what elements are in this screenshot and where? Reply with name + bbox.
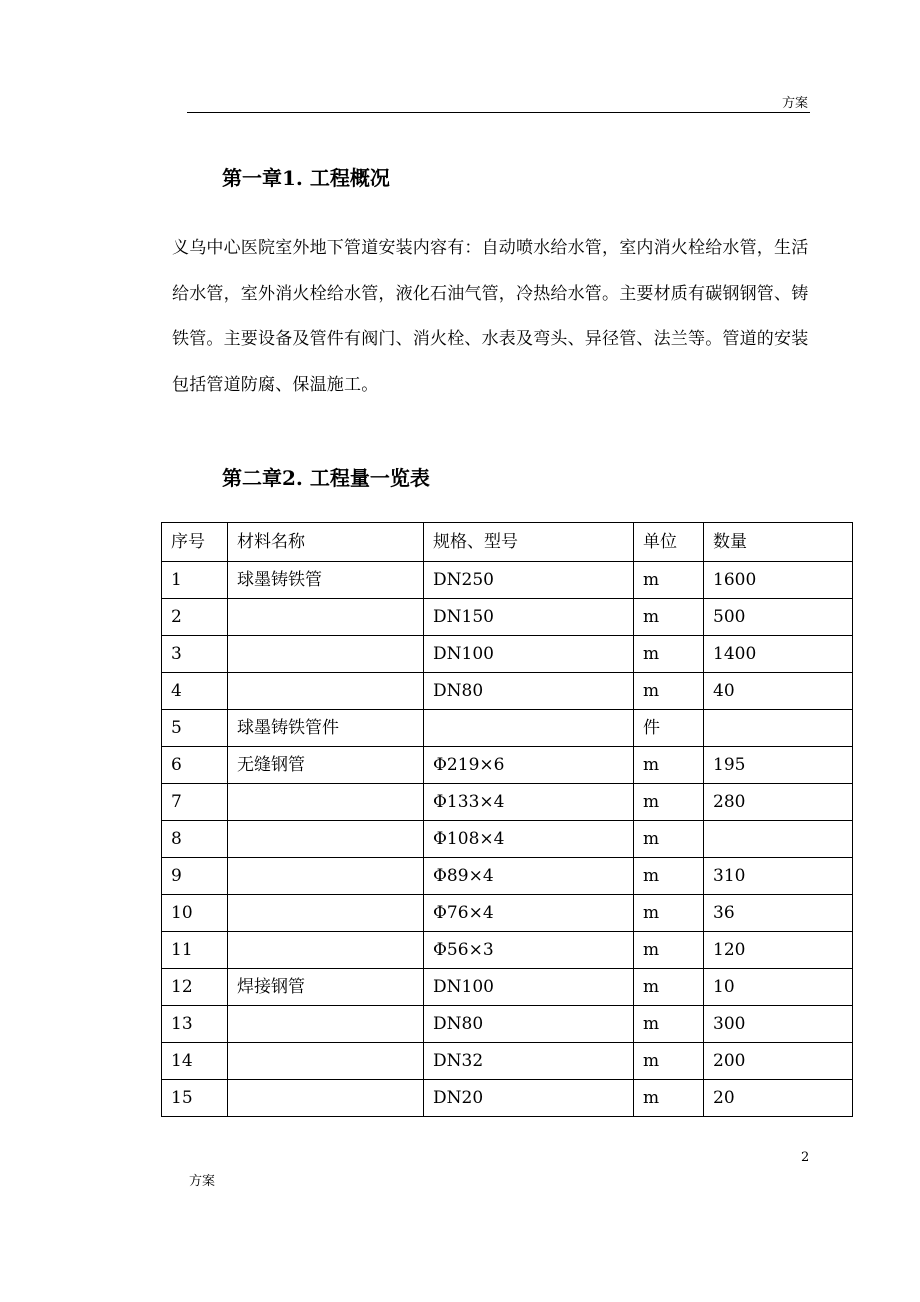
- table-row: [162, 1006, 853, 1043]
- header-cell-unit: 单位: [634, 523, 704, 562]
- table-row: [162, 673, 853, 710]
- cell-unit: m: [634, 562, 704, 599]
- cell-quantity: 195: [704, 747, 853, 784]
- chapter-1-paragraph: 义乌中心医院室外地下管道安装内容有：自动喷水给水管，室内消火栓给水管，生活给水管，室外消火栓给水管，液化石油气管，冷热给水管。主要材质有碳钢钢管、铸铁管。主要设备及管件有阀门、消火栓、水表及弯头、异径管、法兰等。管道的安装包括管道防腐、保温施工。: [172, 238, 809, 395]
- header-cell-index: 序号: [162, 523, 228, 562]
- page-number: 2: [801, 1150, 810, 1165]
- cell-quantity: [704, 710, 853, 747]
- table-row: [162, 784, 853, 821]
- cell-quantity: 10: [704, 969, 853, 1006]
- cell-quantity: 310: [704, 858, 853, 895]
- page-footer-text: 方案: [189, 1174, 216, 1189]
- cell-spec: [424, 710, 634, 747]
- cell-unit: 件: [634, 710, 704, 747]
- cell-index: 9: [162, 858, 228, 895]
- chapter-1-title: 第一章1. 工程概况: [222, 166, 390, 190]
- cell-spec: DN80: [424, 673, 634, 710]
- cell-unit: m: [634, 747, 704, 784]
- header-rule: [187, 112, 810, 113]
- cell-index: 3: [162, 636, 228, 673]
- table-row: [162, 821, 853, 858]
- cell-spec: DN80: [424, 1006, 634, 1043]
- cell-index: 12: [162, 969, 228, 1006]
- cell-unit: m: [634, 932, 704, 969]
- header-cell-quantity: 数量: [704, 523, 853, 562]
- cell-spec: DN20: [424, 1080, 634, 1117]
- cell-quantity: 500: [704, 599, 853, 636]
- cell-index: 4: [162, 673, 228, 710]
- cell-material: [228, 858, 424, 895]
- cell-quantity: 36: [704, 895, 853, 932]
- cell-spec: Φ56×3: [424, 932, 634, 969]
- cell-quantity: 120: [704, 932, 853, 969]
- cell-index: 5: [162, 710, 228, 747]
- header-cell-material: 材料名称: [228, 523, 424, 562]
- cell-spec: Φ133×4: [424, 784, 634, 821]
- cell-spec: Φ108×4: [424, 821, 634, 858]
- cell-material: [228, 599, 424, 636]
- page-header-text: 方案: [781, 96, 808, 111]
- cell-material: [228, 636, 424, 673]
- table-row: [162, 710, 853, 747]
- table-row: [162, 1080, 853, 1117]
- cell-quantity: 280: [704, 784, 853, 821]
- cell-unit: m: [634, 784, 704, 821]
- cell-spec: DN32: [424, 1043, 634, 1080]
- table-row: [162, 858, 853, 895]
- cell-index: 13: [162, 1006, 228, 1043]
- cell-quantity: 1600: [704, 562, 853, 599]
- cell-material: [228, 784, 424, 821]
- cell-spec: Φ76×4: [424, 895, 634, 932]
- header-cell-spec: 规格、型号: [424, 523, 634, 562]
- cell-unit: m: [634, 673, 704, 710]
- cell-unit: m: [634, 969, 704, 1006]
- table-row: [162, 562, 853, 599]
- cell-unit: m: [634, 599, 704, 636]
- cell-index: 15: [162, 1080, 228, 1117]
- cell-index: 2: [162, 599, 228, 636]
- cell-spec: Φ219×6: [424, 747, 634, 784]
- cell-quantity: 200: [704, 1043, 853, 1080]
- cell-material: 球墨铸铁管件: [228, 710, 424, 747]
- quantity-table: [161, 522, 853, 1117]
- table-row: [162, 636, 853, 673]
- cell-unit: m: [634, 1080, 704, 1117]
- cell-index: 6: [162, 747, 228, 784]
- cell-spec: DN150: [424, 599, 634, 636]
- cell-material: [228, 932, 424, 969]
- cell-index: 7: [162, 784, 228, 821]
- cell-unit: m: [634, 636, 704, 673]
- cell-unit: m: [634, 1006, 704, 1043]
- cell-unit: m: [634, 895, 704, 932]
- chapter-2-title: 第二章2. 工程量一览表: [222, 466, 430, 490]
- cell-material: [228, 1006, 424, 1043]
- cell-index: 11: [162, 932, 228, 969]
- cell-unit: m: [634, 858, 704, 895]
- cell-index: 14: [162, 1043, 228, 1080]
- cell-spec: DN100: [424, 636, 634, 673]
- cell-spec: Φ89×4: [424, 858, 634, 895]
- table-row: [162, 895, 853, 932]
- cell-index: 8: [162, 821, 228, 858]
- cell-index: 1: [162, 562, 228, 599]
- cell-unit: m: [634, 821, 704, 858]
- cell-material: 球墨铸铁管: [228, 562, 424, 599]
- cell-material: [228, 821, 424, 858]
- table-row: [162, 747, 853, 784]
- cell-unit: m: [634, 1043, 704, 1080]
- cell-material: [228, 673, 424, 710]
- cell-spec: DN100: [424, 969, 634, 1006]
- table-header-row: [162, 523, 853, 562]
- cell-index: 10: [162, 895, 228, 932]
- cell-quantity: 300: [704, 1006, 853, 1043]
- cell-material: 无缝钢管: [228, 747, 424, 784]
- cell-material: [228, 1043, 424, 1080]
- cell-quantity: [704, 821, 853, 858]
- table-row: [162, 599, 853, 636]
- cell-material: [228, 1080, 424, 1117]
- cell-quantity: 20: [704, 1080, 853, 1117]
- cell-material: [228, 895, 424, 932]
- table-row: [162, 932, 853, 969]
- table-row: [162, 969, 853, 1006]
- cell-quantity: 40: [704, 673, 853, 710]
- cell-quantity: 1400: [704, 636, 853, 673]
- table-row: [162, 1043, 853, 1080]
- cell-spec: DN250: [424, 562, 634, 599]
- cell-material: 焊接钢管: [228, 969, 424, 1006]
